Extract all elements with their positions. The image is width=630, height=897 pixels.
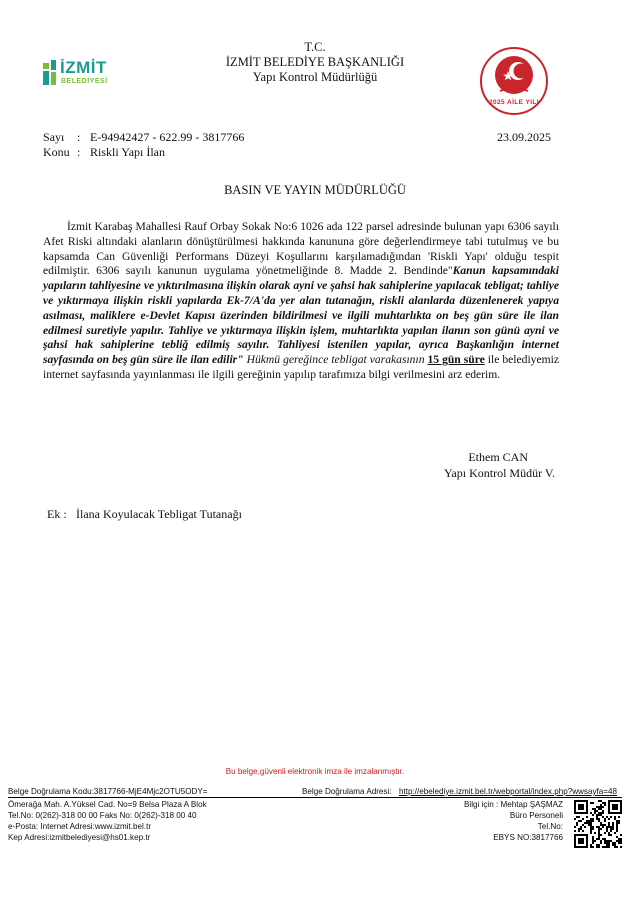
sayi-value: E-94942427 - 622.99 - 3817766: [90, 130, 245, 144]
info-tel: Tel.No:: [537, 822, 563, 831]
qr-code-icon: [574, 800, 622, 848]
signer-name: Ethem CAN: [468, 450, 528, 464]
regulation-quote: Kanun kapsamındaki yapıların tahliyesine ve yıktırılmasına ilişkin olarak ayni ve şahsi hak sahiplerine yapılacak tebligat; tahliye ve yıktırmaya ilişkin riskli yapılarda Ek-7/A'da yer alan tutanağın, riskli alanlarda düzenlenerek yapıya asılması, maliklere e-Devlet Kapısı üzerinden bildirilmesi ve ilgili muhtarlıkta on beş gün süre ile ilan edilmesi suretiyle yapılır. Tahliye ve yıktırmaya ilişkin işlem, muhtarlıkta yapılan ilanın son günü ayni ve şahsi hak sahiplerine tebliğ edilmiş sayılır. Tahliyesi istenilen yapılar, ayrıca Başkanlığın internet sayfasında on beş gün süre ile ilan edilir": [43, 264, 559, 367]
aile-yili-logo: [478, 45, 550, 117]
footer-address: Ömerağa Mah. A.Yüksel Cad. No=9 Belsa Plaza A Blok: [8, 800, 207, 809]
footer-phone: Tel.No: 0(262)-318 00 00 Faks No: 0(262)-318 00 40: [8, 811, 197, 820]
sayi-label: Sayı: [43, 130, 65, 144]
header-institution: İZMİT BELEDİYE BAŞKANLIĞI: [225, 55, 405, 69]
aile-yili-text: 2025 AİLE YILI: [488, 99, 540, 106]
logo-word: İZMİT: [60, 58, 107, 77]
footer-kep: Kep Adresi:izmitbelediyesi@hs01.kep.tr: [8, 833, 151, 842]
letter-body: [43, 220, 559, 383]
deadline-highlight: 15 gün süre: [427, 353, 485, 367]
document-date: 23.09.2025: [497, 130, 551, 144]
izmit-logo: [40, 57, 120, 93]
attachment-value: İlana Koyulacak Tebligat Tutanağı: [76, 507, 242, 521]
signature-block: [400, 449, 555, 481]
header-tc: T.C.: [304, 40, 326, 54]
aile-yili-emblem-icon: [478, 45, 550, 117]
attachment-label: Ek :: [47, 507, 67, 521]
esign-notice: Bu belge,güvenli elektronik imza ile imzalanmıştır.: [225, 767, 405, 776]
info-role: Büro Personeli: [509, 811, 563, 820]
body-intro: İzmit Karabaş Mahallesi Rauf Orbay Sokak No:6 1026 ada 122 parsel adresinde bulunan yapı 6306 sayılı Afet Riski altındaki alanların dönüştürülmesi hakkında kanununa göre değerlendirmeye tabi tutulmuş ve bu kapsamda Can Güvenliği Performans Düzeyi Koşullarını karşılamadığından 'Riskli Yapı' olduğu tespit edilmiştir. 6306 sayılı kanunun uygulama yönetmeliğinde 8. Madde 2. Bendinde": [43, 220, 559, 278]
logo-sub: BELEDİYESİ: [61, 78, 108, 85]
body-transition: Hükmü gereğince tebligat varakasının: [243, 353, 428, 367]
info-contact: Bilgi için : Mehtap ŞAŞMAZ: [464, 800, 563, 809]
signer-title: Yapı Kontrol Müdür V.: [443, 466, 555, 480]
verify-code: Belge Doğrulama Kodu:3817766-MjE4Mjc2OTU5ODY=: [8, 787, 208, 796]
konu-label: Konu: [43, 145, 70, 159]
body-closing: ile belediyemiz internet sayfasında yayınlanması ile ilgili gereğinin yapılıp tarafımıza bilgi verilmesini arz ederim.: [43, 353, 560, 381]
footer-email: e-Posta: Internet Adresi:www.izmit.bel.tr: [8, 822, 152, 831]
verify-address-label: Belge Doğrulama Adresi:: [302, 787, 392, 796]
footer-divider: [8, 797, 622, 798]
recipient: BASIN VE YAYIN MÜDÜRLÜĞÜ: [224, 183, 406, 197]
verify-address-link[interactable]: http://ebelediye.izmit.bel.tr/webportal/index.php?wwsayfa=48: [399, 787, 617, 796]
header-department: Yapı Kontrol Müdürlüğü: [252, 70, 378, 84]
ebys-number: EBYS NO:3817766: [493, 833, 563, 842]
konu-value: Riskli Yapı İlan: [90, 145, 166, 159]
